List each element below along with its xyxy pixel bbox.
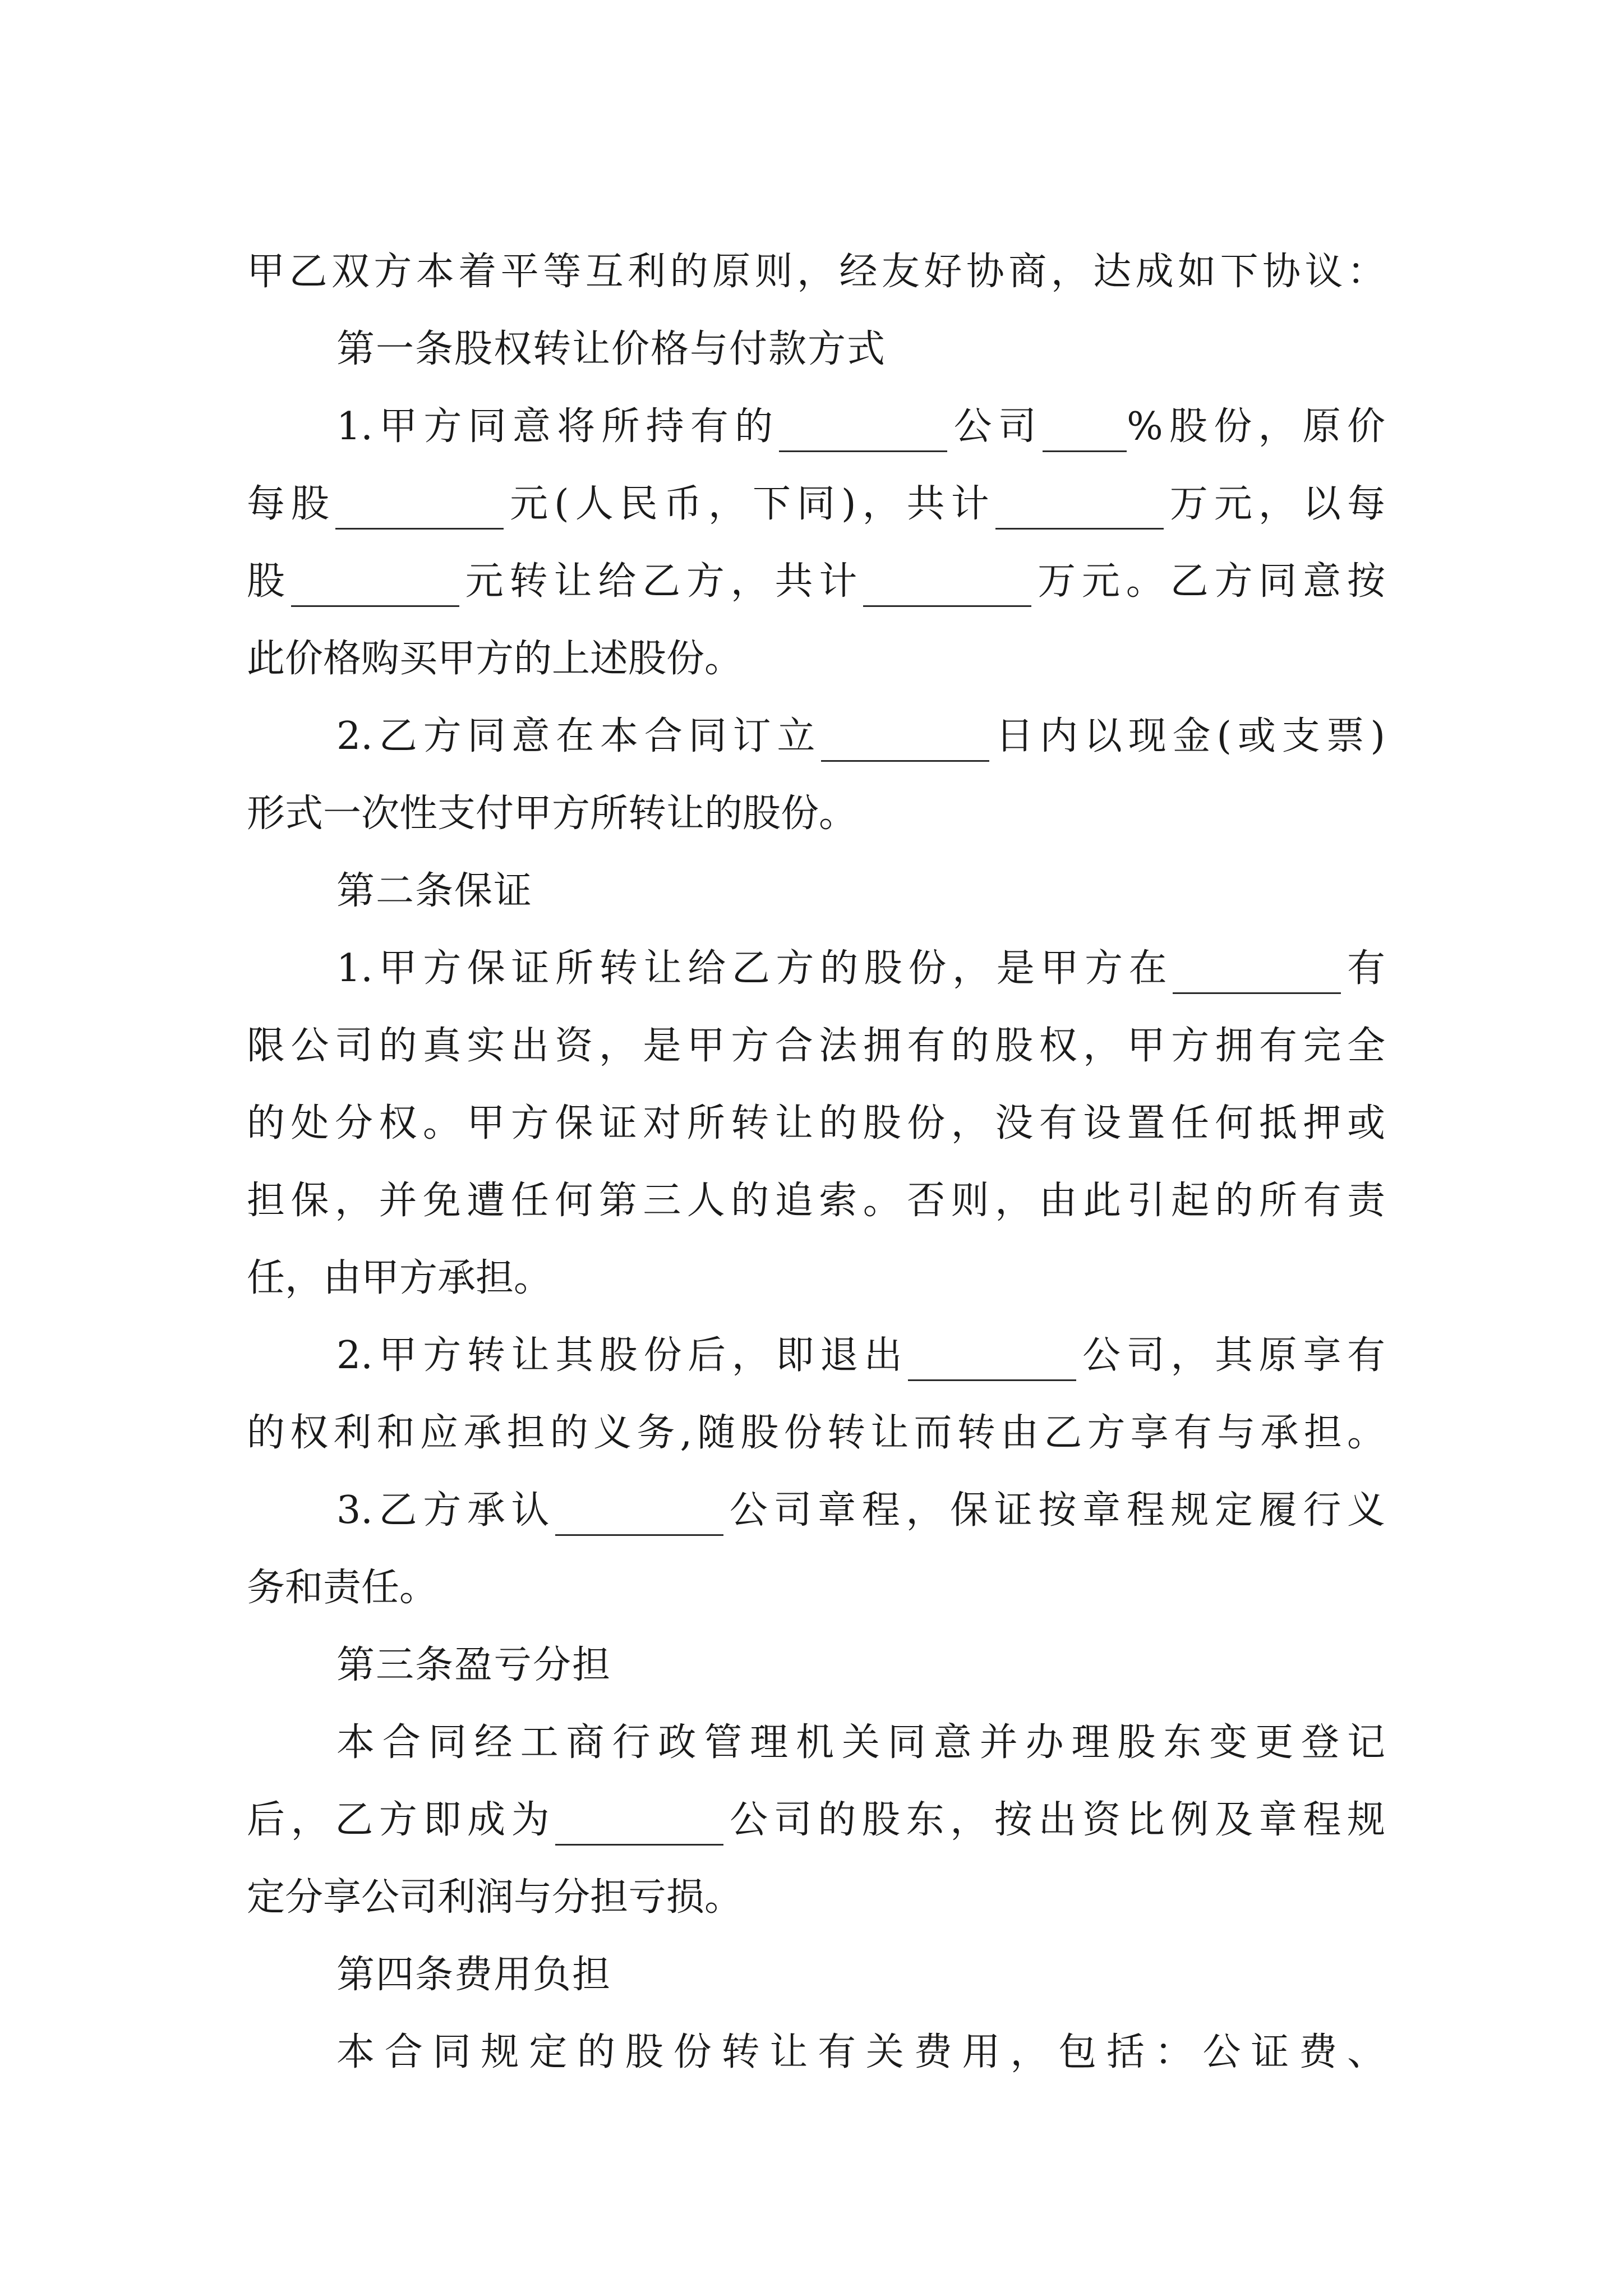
article2-clause2-line2 [247, 1408, 1385, 1458]
article2-clause1-line4 [247, 1176, 1385, 1226]
article1-clause2-line2 [247, 789, 857, 839]
text-segment: 此价格购买甲方的上述股份。 [247, 637, 743, 681]
text-segment: 元转让给乙方，共计 [459, 559, 864, 604]
article2-clause2-line1 [336, 1331, 1385, 1381]
intro-line [247, 247, 1385, 297]
article2-clause3-line2 [247, 1563, 437, 1613]
article4-heading [336, 1950, 611, 2000]
article2-clause1-line2 [247, 1021, 1385, 1071]
fill-in-blank[interactable] [555, 1799, 723, 1846]
article3-heading [336, 1640, 611, 1691]
article3-heading-text: 第三条盈亏分担 [336, 1643, 612, 1687]
text-segment: 公司，其原享有 [1076, 1333, 1385, 1378]
text-segment: 本合同规定的股份转让有关费用，包括：公证费、 [336, 2030, 1385, 2074]
article2-clause3-line1 [336, 1485, 1385, 1536]
text-segment: 1.甲方同意将所持有的 [336, 404, 780, 449]
article2-heading-text: 第二条保证 [336, 869, 533, 913]
fill-in-blank[interactable] [863, 560, 1031, 607]
fill-in-blank[interactable] [555, 1489, 723, 1536]
text-segment: %股份，原价 [1127, 404, 1385, 449]
article1-clause2-line1 [336, 711, 1385, 762]
fill-in-blank[interactable] [335, 483, 504, 530]
text-segment: 元(人民币，下同)，共计 [504, 482, 995, 526]
article1-heading-text: 第一条股权转让价格与付款方式 [336, 327, 887, 371]
article4-line1 [336, 2027, 1385, 2078]
text-segment: 担保，并免遭任何第三人的追索。否则，由此引起的所有责 [247, 1179, 1385, 1223]
article1-clause1-line2 [247, 479, 1385, 530]
text-segment: 务和责任。 [247, 1566, 438, 1610]
article2-clause1-line5 [247, 1253, 552, 1304]
text-segment: 的权利和应承担的义务,随股份转让而转由乙方享有与承担。 [247, 1411, 1385, 1455]
text-segment: 1.甲方保证所转让给乙方的股份，是甲方在 [336, 946, 1173, 991]
article1-clause1-line1 [336, 402, 1385, 452]
text-segment: 定分享公司利润与分担亏损。 [247, 1875, 743, 1920]
text-segment: 形式一次性支付甲方所转让的股份。 [247, 792, 857, 836]
fill-in-blank[interactable] [779, 406, 947, 452]
text-segment: 的处分权。甲方保证对所转让的股份，没有设置任何抵押或 [247, 1101, 1385, 1145]
article4-heading-text: 第四条费用负担 [336, 1953, 612, 1997]
article3-line1 [336, 1718, 1385, 1768]
text-segment: 日内以现金(或支票) [989, 714, 1385, 758]
article2-heading [336, 866, 533, 917]
text-segment: 每股 [247, 482, 336, 526]
text-segment: 万元。乙方同意按 [1031, 559, 1385, 604]
text-segment: 3.乙方承认 [336, 1488, 556, 1533]
text-segment: 公司的股东，按出资比例及章程规 [723, 1798, 1385, 1842]
text-segment: 公司 [947, 404, 1043, 449]
article2-clause1-line1 [336, 944, 1385, 994]
fill-in-blank[interactable] [995, 483, 1164, 530]
article1-clause1-line4 [247, 634, 743, 684]
article1-heading [336, 324, 886, 375]
text-segment: 万元，以每 [1163, 482, 1385, 526]
text-segment: 本合同经工商行政管理机关同意并办理股东变更登记 [336, 1720, 1385, 1765]
fill-in-blank[interactable] [1173, 947, 1341, 994]
intro-text: 甲乙双方本着平等互利的原则，经友好协商，达成如下协议： [247, 250, 1385, 294]
article3-line2 [247, 1795, 1385, 1846]
text-segment: 2.乙方同意在本合同订立 [336, 714, 822, 758]
text-segment: 限公司的真实出资，是甲方合法拥有的股权，甲方拥有完全 [247, 1024, 1385, 1068]
fill-in-blank[interactable] [1043, 406, 1127, 452]
text-segment: 2.甲方转让其股份后，即退出 [336, 1333, 909, 1378]
text-segment: 公司章程，保证按章程规定履行义 [723, 1488, 1385, 1533]
text-segment: 任，由甲方承担。 [247, 1256, 552, 1300]
article1-clause1-line3 [247, 556, 1385, 607]
fill-in-blank[interactable] [821, 715, 989, 762]
article3-line3 [247, 1872, 743, 1923]
article2-clause1-line3 [247, 1098, 1385, 1149]
text-segment: 后，乙方即成为 [247, 1798, 556, 1842]
fill-in-blank[interactable] [291, 560, 459, 607]
text-segment: 有 [1341, 946, 1385, 991]
fill-in-blank[interactable] [908, 1335, 1076, 1381]
text-segment: 股 [247, 559, 291, 604]
